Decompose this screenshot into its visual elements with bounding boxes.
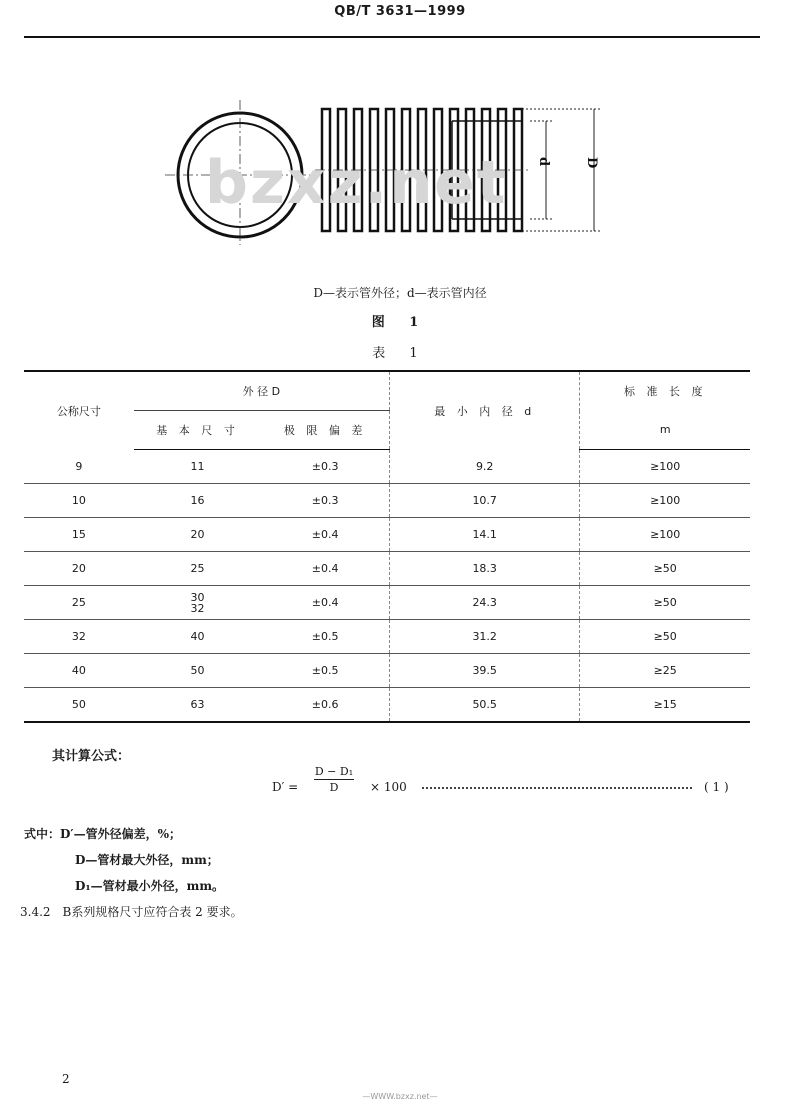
formula-multiplier: × 100 <box>370 780 407 794</box>
cell-nominal: 40 <box>24 654 134 688</box>
cell-basic: 63 <box>134 688 262 723</box>
cell-tolerance: ±0.3 <box>261 484 389 518</box>
cell-tolerance: ±0.4 <box>261 586 389 620</box>
dimension-lines <box>522 109 600 231</box>
cell-length: ≥50 <box>580 620 750 654</box>
table-row <box>24 450 750 484</box>
cell-length: ≥25 <box>580 654 750 688</box>
where-line-1: 式中：D′—管外径偏差，%； <box>24 827 181 841</box>
cell-tolerance: ±0.3 <box>261 450 389 484</box>
cell-basic: 30 32 <box>134 586 262 620</box>
header-length-unit: m <box>580 411 750 450</box>
cell-min-inner: 18.3 <box>389 552 579 586</box>
cell-min-inner: 10.7 <box>389 484 579 518</box>
cell-nominal: 32 <box>24 620 134 654</box>
cell-min-inner: 39.5 <box>389 654 579 688</box>
cell-length: ≥50 <box>580 586 750 620</box>
cell-min-inner: 50.5 <box>389 688 579 723</box>
page-number: 2 <box>62 1072 70 1086</box>
table-row <box>24 586 750 620</box>
cell-min-inner: 31.2 <box>389 620 579 654</box>
cell-basic: 25 <box>134 552 262 586</box>
cell-tolerance: ±0.6 <box>261 688 389 723</box>
header-rule <box>24 36 760 38</box>
cell-nominal: 15 <box>24 518 134 552</box>
cell-nominal: 25 <box>24 586 134 620</box>
equation-number: ( 1 ) <box>704 780 729 794</box>
formula <box>272 762 742 812</box>
table-label: 表 1 <box>372 346 428 361</box>
dim-label-inner: d <box>536 157 551 167</box>
cell-basic: 40 <box>134 620 262 654</box>
cell-nominal: 20 <box>24 552 134 586</box>
table-row <box>24 552 750 586</box>
where-line-2: D—管材最大外径，mm； <box>75 853 219 867</box>
cell-nominal: 50 <box>24 688 134 723</box>
figure-caption: D—表示管外径；d—表示管内径 <box>313 286 487 300</box>
cell-length: ≥100 <box>580 518 750 552</box>
table-row <box>24 688 750 723</box>
cell-basic: 20 <box>134 518 262 552</box>
cell-tolerance: ±0.4 <box>261 552 389 586</box>
table-row <box>24 620 750 654</box>
footer-watermark: —WWW.bzxz.net— <box>362 1092 438 1101</box>
watermark: bzxz.net <box>205 148 508 218</box>
table-row <box>24 654 750 688</box>
header-basic-size: 基 本 尺 寸 <box>134 411 262 450</box>
formula-denominator: D <box>329 781 339 794</box>
header-outer-diameter: 外 径 D <box>134 371 390 411</box>
cell-length: ≥15 <box>580 688 750 723</box>
cell-min-inner: 14.1 <box>389 518 579 552</box>
cell-basic: 11 <box>134 450 262 484</box>
table-row <box>24 518 750 552</box>
formula-fraction <box>314 765 354 794</box>
standard-number: QB/T 3631—1999 <box>334 4 466 19</box>
header-nominal: 公称尺寸 <box>24 371 134 450</box>
cell-tolerance: ±0.4 <box>261 518 389 552</box>
cell-min-inner: 9.2 <box>389 450 579 484</box>
cell-length: ≥100 <box>580 484 750 518</box>
header-min-inner: 最 小 内 径 d <box>389 371 579 450</box>
table-header-row <box>24 371 750 411</box>
cell-nominal: 10 <box>24 484 134 518</box>
cell-basic: 16 <box>134 484 262 518</box>
header-tolerance: 极 限 偏 差 <box>261 411 389 450</box>
spec-table <box>24 370 750 723</box>
cell-tolerance: ±0.5 <box>261 620 389 654</box>
formula-intro: 其计算公式： <box>52 749 131 764</box>
cell-nominal: 9 <box>24 450 134 484</box>
cell-length: ≥50 <box>580 552 750 586</box>
figure-label: 图 1 <box>371 315 429 330</box>
dim-label-outer: D <box>584 157 599 169</box>
header-length: 标 准 长 度 <box>580 371 750 411</box>
cell-length: ≥100 <box>580 450 750 484</box>
cell-min-inner: 24.3 <box>389 586 579 620</box>
formula-numerator: D − D₁ <box>314 765 354 778</box>
cell-tolerance: ±0.5 <box>261 654 389 688</box>
clause-3-4-2: 3.4.2 B系列规格尺寸应符合表 2 要求。 <box>20 905 243 919</box>
where-line-3: D₁—管材最小外径，mm。 <box>75 879 225 893</box>
dot-leader <box>422 787 692 789</box>
table-row <box>24 484 750 518</box>
cell-basic: 50 <box>134 654 262 688</box>
formula-lhs: D′ = <box>272 780 299 794</box>
table-subheader-row <box>24 411 750 450</box>
